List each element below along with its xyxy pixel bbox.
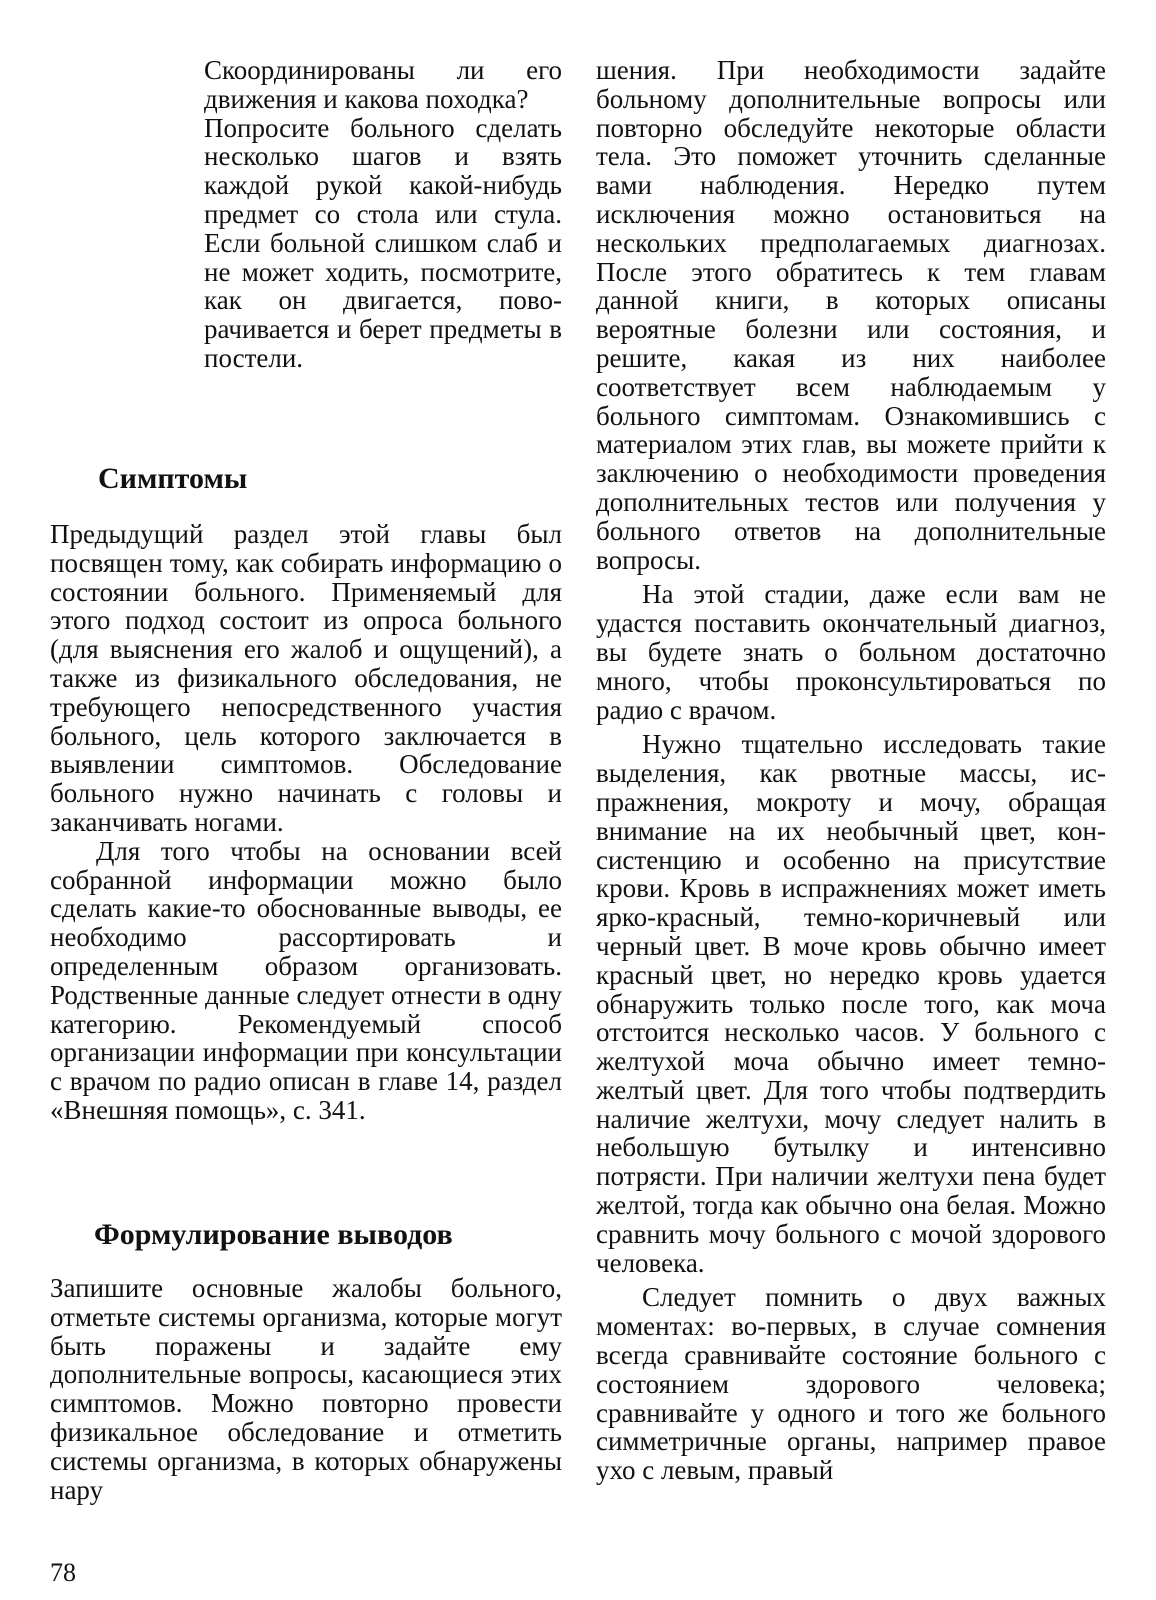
section-heading-conclusions: Формулирование выводов [94,1218,453,1251]
right-column [596,56,1106,1485]
page-number: 78 [50,1558,76,1587]
paragraph-symptoms-organize: Для того чтобы на основании всей собранной информации можно было сделать какие-то обоснованные выводы, ее необходимо рассортировать и определенным образом организовать. Родственные данные следует отнести в одну категорию. Рекомендуемый способ организации информации при консультации с врачом по радио описан в главе 14, раздел «Внешняя помощь», с. 341. [50,835,562,1125]
paragraph-right-radio-consult: На этой стадии, даже если вам не удастся поставить окончательный диагноз, вы будете знать о больном достаточно много, чтобы проконсультироваться по радио с врачом. [596,579,1106,725]
section-heading-symptoms: Симптомы [98,462,248,495]
left-column-symptoms-body [50,520,562,1125]
left-column-conclusions-body [50,1274,562,1504]
paragraph-conclusions-start: Запишите основные жалобы больного, отметьте системы организма, которые могут быть поражены и задайте ему дополнительные вопросы, касающиеся этих симптомов. Можно повторно провести физикальное обследование и отметить системы организма, в которых обнаружены нару [50,1273,562,1505]
paragraph-right-excretions: Нужно тщательно исследовать такие выделения, как рвотные массы, испражнения, мокроту и мочу, обращая внимание на их необычный цвет, консистенцию и особенно на присутствие крови. Кровь в испражнениях может иметь ярко-красный, темно-коричневый или черный цвет. В моче кровь обычно имеет красный цвет, но нередко кровь удается обнаружить только после того, как моча отстоится несколько часов. У больного с желтухой моча обычно имеет темно-желтый цвет. Для того чтобы подтвердить наличие желтухи, мочу следует налить в небольшую бутылку и интенсивно потрясти. При наличии желтухи пена будет желтой, тогда как обычно она белая. Можно сравнить мочу больного с мочой здорового человека. [596,729,1106,1278]
paragraph-gait-question: Скоординированы ли его движения и какова походка? [204,55,562,114]
paragraph-right-remember: Следует помнить о двух важных моментах: во-первых, в случае сомнения всегда сравнивайте состояние больного с состоянием здорового человека; сравнивайте у одного и того же больного симметричные органы, например правое ухо с левым, правый [596,1282,1106,1486]
paragraph-walk-instruction: Попросите больного сделать несколько шагов и взять каждой рукой какой-нибудь предмет со стола или стула. Если больной слишком слаб и не может ходить, посмотрите, как он двигается, поворачивается и берет предметы в постели. [204,112,562,373]
left-column-top-block [204,56,562,373]
paragraph-symptoms-intro: Предыдущий раздел этой главы был посвящен тому, как собирать информацию о состоянии больного. Применяемый для этого подход состоит из опроса больного (для выяснения его жалоб и ощущений), а также из физикального обследования, не требующего непосредственного участия больного, цель которого заключается в выявлении симптомов. Обследование больного нужно начинать с головы и заканчивать ногами. [50,519,562,837]
paragraph-right-continuation: шения. При необходимости задайте больному дополнительные вопросы или повторно обследуйте некоторые области тела. Это поможет уточнить сделанные вами наблюдения. Нередко путем исключения можно остановиться на нескольких предполагаемых диагнозах. После этого обратитесь к тем главам данной книги, в которых описаны вероятные болезни или состояния, и решите, какая из них наиболее соответствует всем наблюдаемым у больного симптомам. Ознакомившись с материалом этих глав, вы можете прийти к заключению о необходимости проведения дополнительных тестов или получения у больного ответов на дополнительные вопросы. [596,55,1106,575]
